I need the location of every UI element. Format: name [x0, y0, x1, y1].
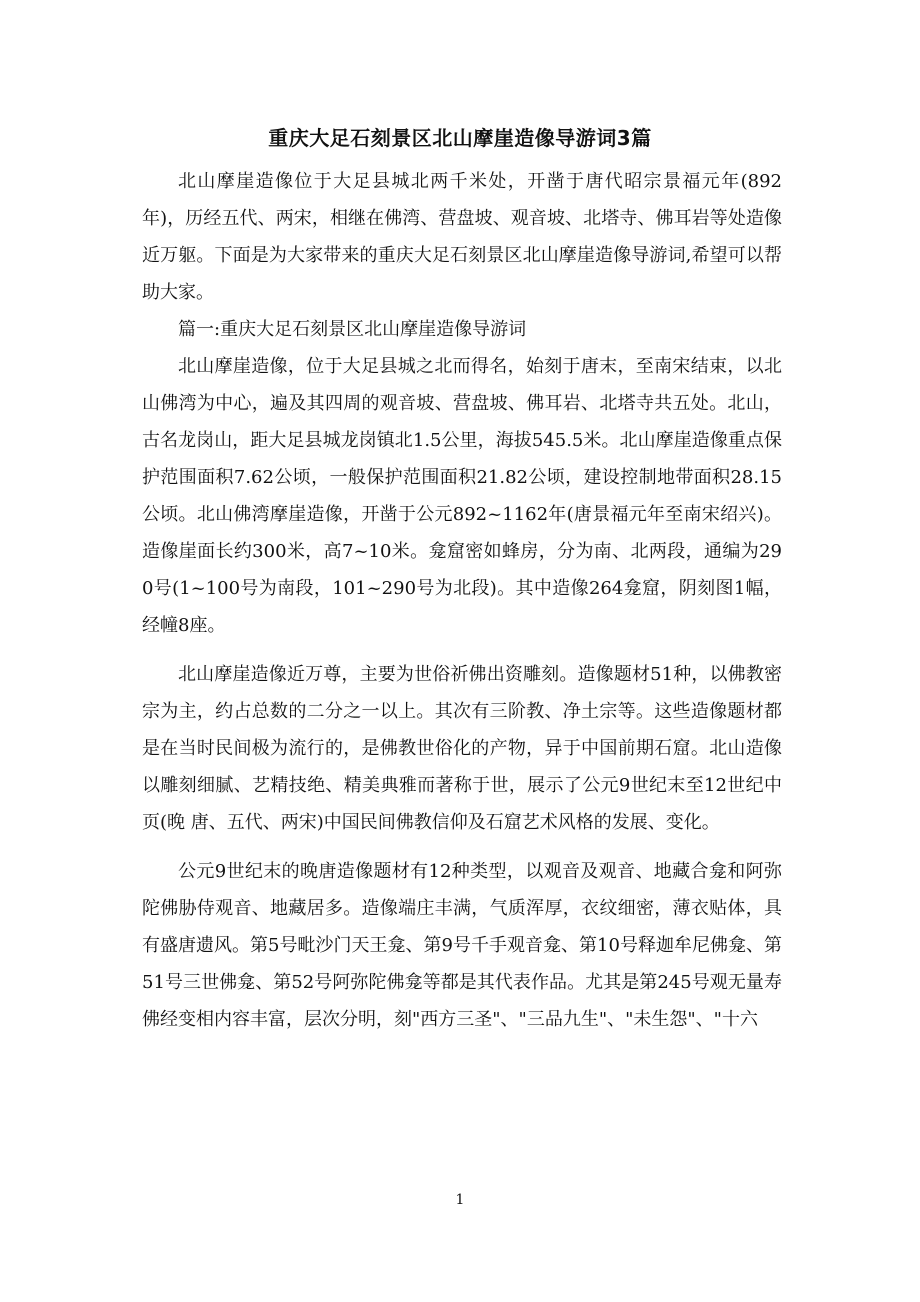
page-number: 1 [455, 1192, 465, 1208]
document-title: 重庆大足石刻景区北山摩崖造像导游词3篇 [268, 126, 652, 150]
section-heading: 篇一:重庆大足石刻景区北山摩崖造像导游词 [178, 319, 527, 340]
document-body [142, 163, 782, 1038]
paragraph-overview: 北山摩崖造像，位于大足县城之北而得名，始刻于唐末，至南宋结束，以北山佛湾为中心，遍及其四周的观音坡、营盘坡、佛耳岩、北塔寺共五处。北山，古名龙岗山，距大足县城龙岗镇北1.5公里，海拔545.5米。北山摩崖造像重点保护范围面积7.62公顷，一般保护范围面积21.82公顷，建设控制地带面积28.15公顷。北山佛湾摩崖造像，开凿于公元892~1162年(唐景福元年至南宋绍兴)。造像崖面长约300米，高7~10米。龛窟密如蜂房，分为南、北两段，通编为290号(1~100号为南段，101~290号为北段)。其中造像264龛窟，阴刻图1幅，经幢8座。 [142, 356, 782, 636]
paragraph-intro: 北山摩崖造像位于大足县城北两千米处，开凿于唐代昭宗景福元年(892年)，历经五代、两宋，相继在佛湾、营盘坡、观音坡、北塔寺、佛耳岩等处造像近万躯。下面是为大家带来的重庆大足石刻景区北山摩崖造像导游词,希望可以帮助大家。 [142, 171, 782, 303]
paragraph-statues: 北山摩崖造像近万尊，主要为世俗祈佛出资雕刻。造像题材51种，以佛教密宗为主，约占总数的二分之一以上。其次有三阶教、净土宗等。这些造像题材都是在当时民间极为流行的，是佛教世俗化的产物，异于中国前期石窟。北山造像以雕刻细腻、艺精技绝、精美典雅而著称于世，展示了公元9世纪末至12世纪中页(晚 唐、五代、两宋)中国民间佛教信仰及石窟艺术风格的发展、变化。 [142, 664, 782, 833]
paragraph-late-tang: 公元9世纪末的晚唐造像题材有12种类型，以观音及观音、地藏合龛和阿弥陀佛胁侍观音、地藏居多。造像端庄丰满，气质浑厚，衣纹细密，薄衣贴体，具有盛唐遗风。第5号毗沙门天王龛、第9号千手观音龛、第10号释迦牟尼佛龛、第51号三世佛龛、第52号阿弥陀佛龛等都是其代表作品。尤其是第245号观无量寿佛经变相内容丰富，层次分明，刻"西方三圣"、"三品九生"、"未生怨"、"十六 [142, 861, 782, 1030]
